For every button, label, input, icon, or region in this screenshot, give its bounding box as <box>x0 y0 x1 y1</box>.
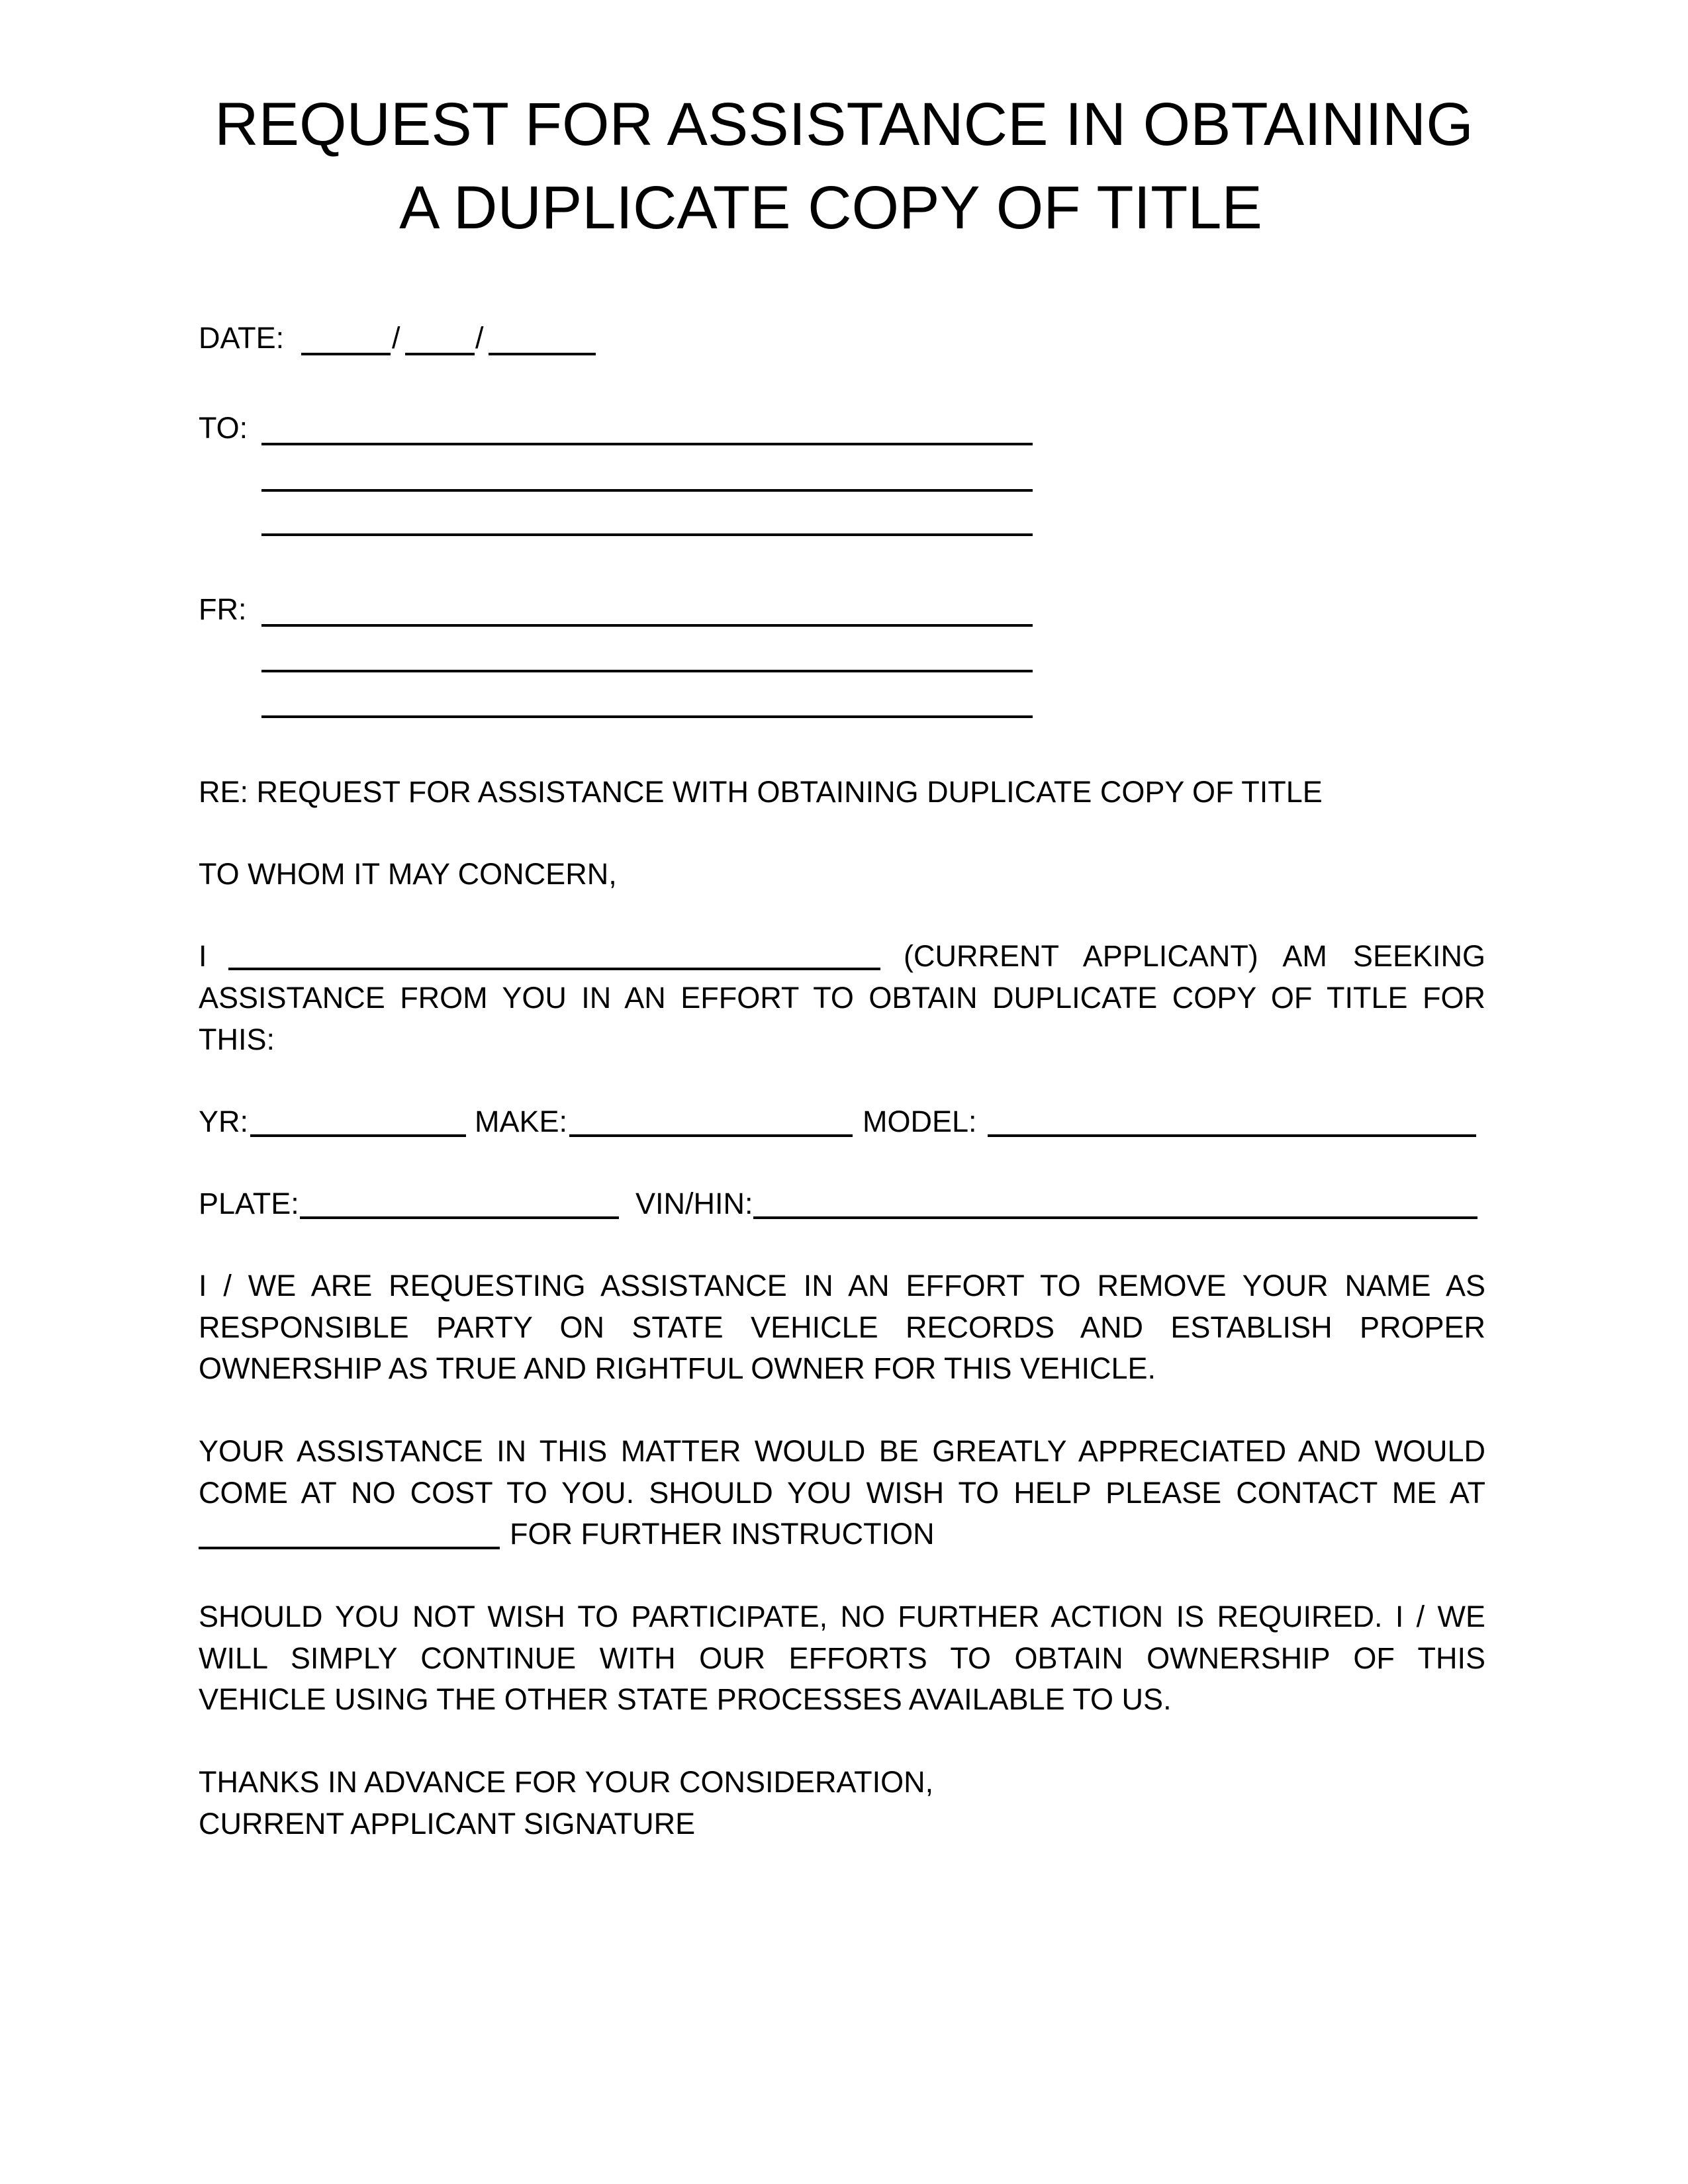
vin-label: VIN/HIN: <box>635 1187 753 1220</box>
para1-line2: ASSISTANCE FROM YOU IN AN EFFORT TO OBTAIN DUPLICATE COPY OF TITLE FOR <box>199 981 1485 1015</box>
re-subject-line: RE: REQUEST FOR ASSISTANCE WITH OBTAINING DUPLICATE COPY OF TITLE <box>199 775 1323 809</box>
date-month-field[interactable] <box>301 353 391 355</box>
applicant-name-field[interactable] <box>228 968 880 970</box>
document-title-line1: REQUEST FOR ASSISTANCE IN OBTAINING <box>214 91 1474 158</box>
para4-line1: SHOULD YOU NOT WISH TO PARTICIPATE, NO FURTHER ACTION IS REQUIRED. I / WE <box>199 1600 1485 1633</box>
date-separator: / <box>392 321 400 355</box>
para2-line3: OWNERSHIP AS TRUE AND RIGHTFUL OWNER FOR THIS VEHICLE. <box>199 1351 1156 1385</box>
yr-field[interactable] <box>250 1134 466 1137</box>
contact-field[interactable] <box>199 1547 500 1549</box>
para3-line3: FOR FURTHER INSTRUCTION <box>510 1517 935 1551</box>
closing: THANKS IN ADVANCE FOR YOUR CONSIDERATION, <box>199 1765 934 1799</box>
vin-field[interactable] <box>753 1216 1477 1219</box>
from-address-line-2[interactable] <box>261 670 1033 672</box>
signature-label: CURRENT APPLICANT SIGNATURE <box>199 1807 696 1841</box>
plate-field[interactable] <box>300 1216 619 1219</box>
para4-line3: VEHICLE USING THE OTHER STATE PROCESSES AVAILABLE TO US. <box>199 1682 1172 1716</box>
para3-line2: COME AT NO COST TO YOU. SHOULD YOU WISH TO HELP PLEASE CONTACT ME AT <box>199 1476 1485 1510</box>
make-label: MAKE: <box>475 1105 568 1138</box>
from-address-line-3[interactable] <box>261 715 1033 718</box>
model-label: MODEL: <box>863 1105 977 1138</box>
para2-line1: I / WE ARE REQUESTING ASSISTANCE IN AN EFFORT TO REMOVE YOUR NAME AS <box>199 1269 1485 1302</box>
salutation: TO WHOM IT MAY CONCERN, <box>199 857 617 891</box>
yr-label: YR: <box>199 1105 249 1138</box>
date-day-field[interactable] <box>405 353 475 355</box>
plate-label: PLATE: <box>199 1187 299 1220</box>
to-address-line-2[interactable] <box>261 489 1033 492</box>
to-label: TO: <box>199 411 248 445</box>
date-year-field[interactable] <box>489 353 596 355</box>
para4-line2: WILL SIMPLY CONTINUE WITH OUR EFFORTS TO OBTAIN OWNERSHIP OF THIS <box>199 1641 1485 1675</box>
to-address-line-1[interactable] <box>261 443 1033 445</box>
model-field[interactable] <box>988 1134 1476 1137</box>
to-address-line-3[interactable] <box>261 533 1033 536</box>
para1-line3: THIS: <box>199 1023 275 1056</box>
date-separator: / <box>475 321 484 355</box>
fr-label: FR: <box>199 592 247 626</box>
para2-line2: RESPONSIBLE PARTY ON STATE VEHICLE RECORDS AND ESTABLISH PROPER <box>199 1310 1485 1344</box>
document-title-line2: A DUPLICATE COPY OF TITLE <box>399 174 1262 242</box>
date-label: DATE: <box>199 321 285 355</box>
from-address-line-1[interactable] <box>261 624 1033 627</box>
para1-lead: I <box>199 939 207 973</box>
para3-line1: YOUR ASSISTANCE IN THIS MATTER WOULD BE GREATLY APPRECIATED AND WOULD <box>199 1434 1485 1468</box>
para1-after-blank: (CURRENT APPLICANT) AM SEEKING <box>904 939 1485 973</box>
make-field[interactable] <box>569 1134 853 1137</box>
